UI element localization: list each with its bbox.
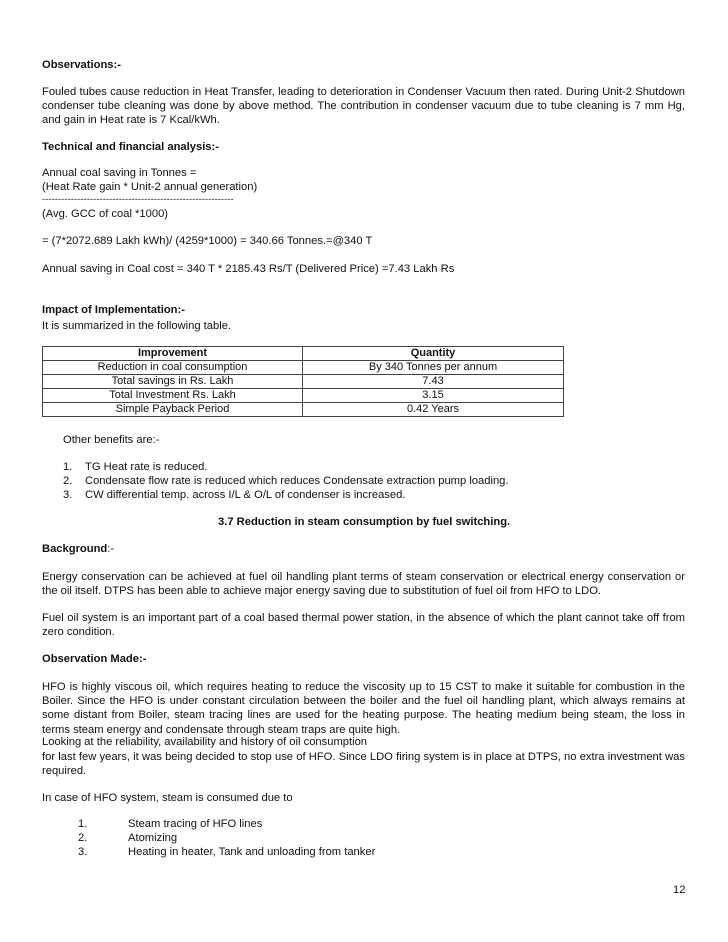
analysis-line3: (Avg. GCC of coal *1000): [42, 208, 169, 220]
table-row: [43, 375, 564, 389]
table-cell: 3.15: [303, 389, 564, 403]
analysis-calc: = (7*2072.689 Lakh kWh)/ (4259*1000) = 340.66 Tonnes.=@340 T: [42, 235, 373, 247]
steam-item-text-2: Atomizing: [128, 832, 178, 844]
benefit-text-1: TG Heat rate is reduced.: [85, 461, 208, 473]
observation-made-para2a: Looking at the reliability, availability and history of oil consumption: [42, 736, 368, 748]
analysis-line1: Annual coal saving in Tonnes =: [42, 167, 197, 179]
table-cell: By 340 Tonnes per annum: [303, 361, 564, 375]
benefits-intro: Other benefits are:-: [63, 434, 160, 446]
background-para2: Fuel oil system is an important part of a coal based thermal power station, in the absence of which the plant cannot take off from zero condition.: [42, 612, 685, 639]
analysis-heading: Technical and financial analysis:-: [42, 141, 219, 153]
table-header-improvement: Improvement: [43, 347, 303, 361]
background-heading-line: [42, 543, 114, 555]
observation-made-intro: In case of HFO system, steam is consumed due to: [42, 792, 293, 804]
benefit-num-2: 2.: [63, 475, 73, 487]
impact-intro: It is summarized in the following table.: [42, 320, 232, 332]
table-row: [43, 389, 564, 403]
benefit-text-3: CW differential temp. across I/L & O/L of condenser is increased.: [85, 489, 406, 501]
table-cell: 7.43: [303, 375, 564, 389]
background-heading-suffix: :-: [107, 543, 115, 555]
table-cell: Total Investment Rs. Lakh: [43, 389, 303, 403]
table-row: [43, 361, 564, 375]
observation-made-para2b: for last few years, it was being decided to stop use of HFO. Since LDO firing system is in place at DTPS, no extra investment was required.: [42, 751, 685, 778]
benefit-num-3: 3.: [63, 489, 73, 501]
benefit-num-1: 1.: [63, 461, 73, 473]
steam-item-num-2: 2.: [78, 832, 88, 844]
page-number: 12: [673, 884, 686, 896]
steam-item-num-3: 3.: [78, 846, 88, 858]
benefit-text-2: Condensate flow rate is reduced which reduces Condensate extraction pump loading.: [85, 475, 509, 487]
table-header-quantity: Quantity: [303, 347, 564, 361]
steam-item-text-1: Steam tracing of HFO lines: [128, 818, 263, 830]
analysis-cost: Annual saving in Coal cost = 340 T * 2185.43 Rs/T (Delivered Price) =7.43 Lakh Rs: [42, 263, 455, 275]
steam-item-text-3: Heating in heater, Tank and unloading from tanker: [128, 846, 376, 858]
analysis-line2: (Heat Rate gain * Unit-2 annual generation): [42, 181, 258, 193]
impact-table: [42, 346, 564, 417]
table-cell: 0.42 Years: [303, 403, 564, 417]
impact-heading: Impact of Implementation:-: [42, 304, 185, 316]
observation-made-heading: Observation Made:-: [42, 653, 147, 665]
table-cell: Total savings in Rs. Lakh: [43, 375, 303, 389]
observation-made-para1: HFO is highly viscous oil, which requires heating to reduce the viscosity up to 15 CST to make it suitable for combustion in the Boiler. Since the HFO is under constant circulation between the boiler and the fuel oil handling plant, which always remains at some distant from Boiler, steam tracing lines are used for the heating purpose. The heating medium being steam, the loss in terms steam energy and condensate through steam traps are quite high.: [42, 681, 685, 736]
background-heading: Background: [42, 543, 108, 555]
steam-item-num-1: 1.: [78, 818, 88, 830]
analysis-divider: ------------------------------------------------------------: [42, 194, 234, 204]
section-title: 3.7 Reduction in steam consumption by fuel switching.: [218, 516, 511, 528]
table-row: [43, 403, 564, 417]
table-cell: Reduction in coal consumption: [43, 361, 303, 375]
observations-text: Fouled tubes cause reduction in Heat Transfer, leading to deterioration in Condenser Vacuum then rated. During Unit-2 Shutdown condenser tube cleaning was done by above method. The contribution in condenser vacuum due to tube cleaning is 7 mm Hg, and gain in Heat rate is 7 Kcal/kWh.: [42, 86, 685, 127]
table-header-row: [43, 347, 564, 361]
observations-heading: Observations:-: [42, 59, 121, 71]
table-cell: Simple Payback Period: [43, 403, 303, 417]
background-para1: Energy conservation can be achieved at fuel oil handling plant terms of steam conservation or electrical energy conservation or the oil itself. DTPS has been able to achieve major energy saving due to substitution of fuel oil from HFO to LDO.: [42, 571, 685, 598]
